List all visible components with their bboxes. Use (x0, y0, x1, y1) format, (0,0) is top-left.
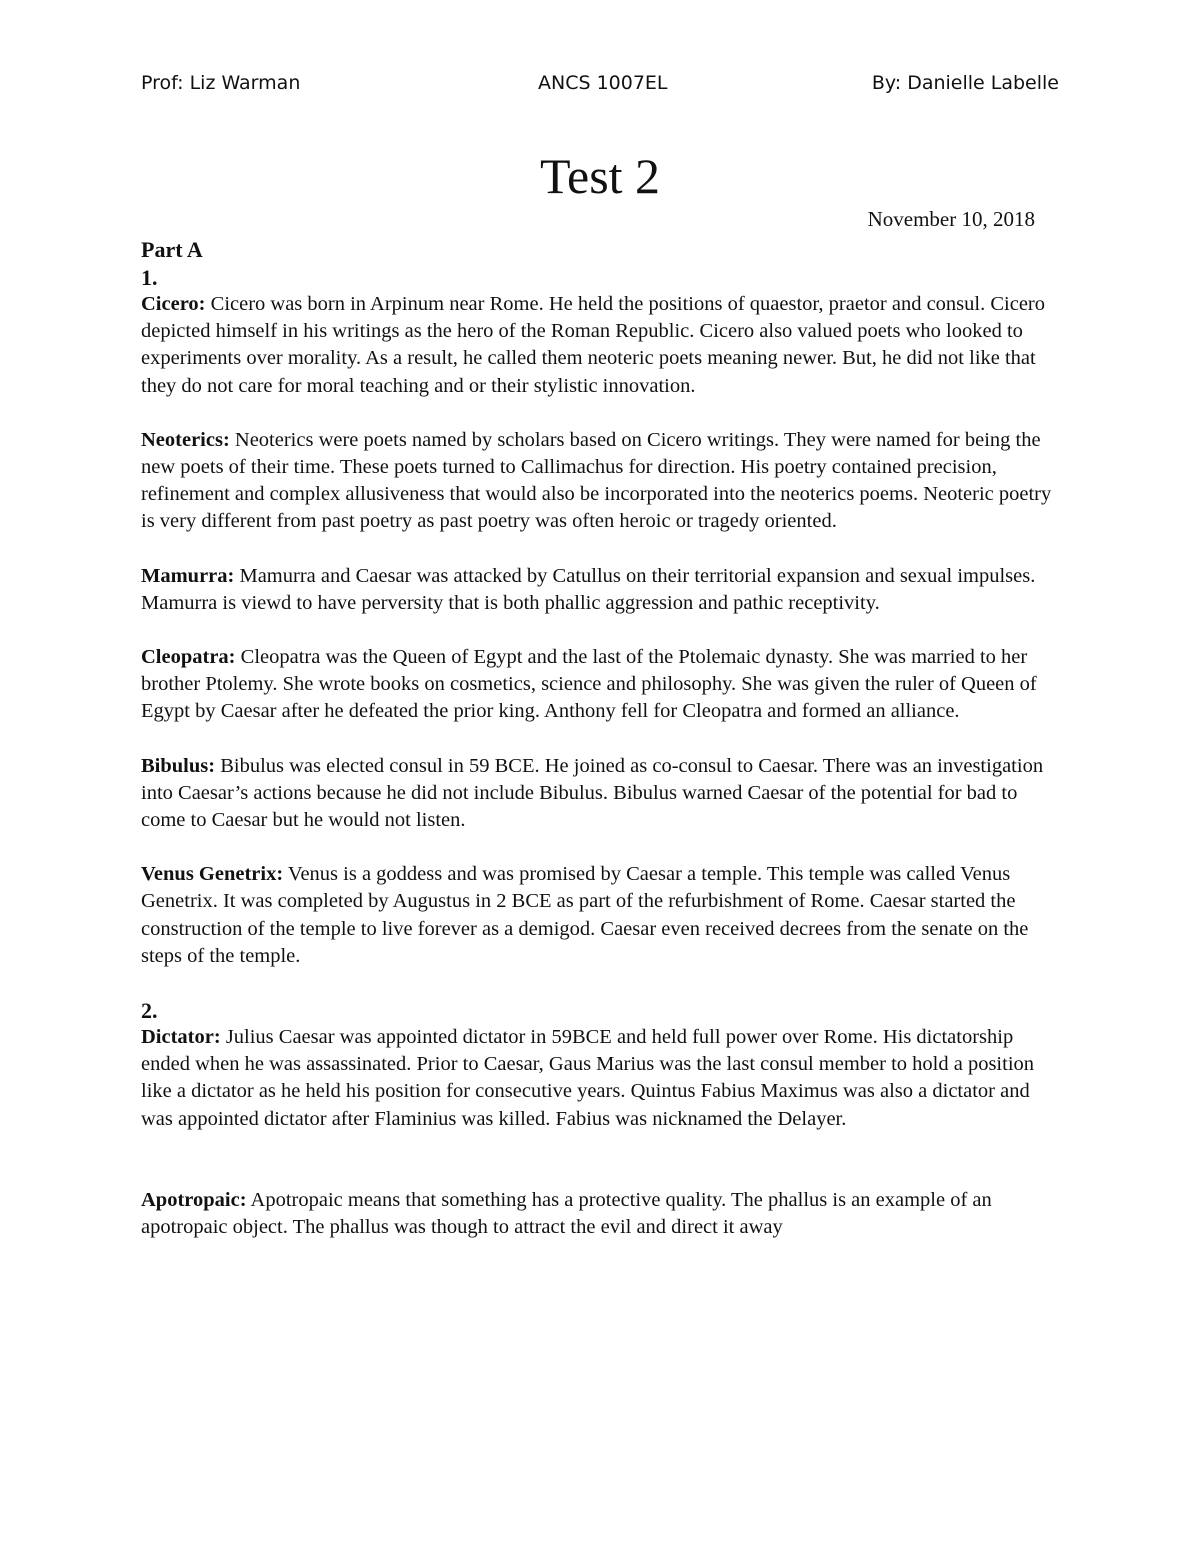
entry-text: Cleopatra was the Queen of Egypt and the last of the Ptolemaic dynasty. She was married to her brother Ptolemy. She wrote books on cosmetics, science and philosophy. She was given the ruler of Queen of Egypt by Caesar after he defeated the prior king. Anthony fell for Cleopatra and formed an alliance. (141, 646, 1037, 723)
entry-text: Venus is a goddess and was promised by Caesar a temple. This temple was called Venus Genetrix. It was completed by Augustus in 2 BCE as part of the refurbishment of Rome. Caesar started the construction of the temple to live forever as a demigod. Caesar even received decrees from the senate on the steps of the temple. (141, 863, 1029, 967)
entry-text: Julius Caesar was appointed dictator in 59BCE and held full power over Rome. His dictatorship ended when he was assassinated. Prior to Caesar, Gaus Marius was the last consul member to hold a position like a dictator as he held his position for consecutive years. Quintus Fabius Maximus was also a dictator and was appointed dictator after Flaminius was killed. Fabius was nicknamed the Delayer. (141, 1026, 1035, 1130)
entry-term: Cleopatra: (141, 646, 236, 669)
entry-bibulus (141, 753, 1061, 835)
section-2-number: 2. (141, 998, 158, 1024)
entry-term: Bibulus: (141, 754, 216, 777)
entry-term: Neoterics: (141, 428, 230, 451)
entry-term: Mamurra: (141, 564, 235, 587)
entry-text: Cicero was born in Arpinum near Rome. He held the positions of quaestor, praetor and consul. Cicero depicted himself in his writings as the hero of the Roman Republic. Cicero also valued poets who looked to experiments over morality. As a result, he called them neoteric poets meaning newer. But, he did not like that they do not care for moral teaching and or their stylistic innovation. (141, 293, 1045, 397)
entry-text: Mamurra and Caesar was attacked by Catullus on their territorial expansion and sexual impulses. Mamurra is viewd to have perversity that is both phallic aggression and pathic receptivity. (141, 564, 1036, 614)
document-title: Test 2 (539, 148, 661, 204)
entry-term: Venus Genetrix: (141, 863, 284, 886)
entry-cicero (141, 291, 1061, 400)
part-a-heading: Part A (141, 237, 203, 262)
document-date: November 10, 2018 (867, 207, 1035, 231)
entry-venus-genetrix (141, 861, 1061, 970)
entry-mamurra (141, 563, 1061, 617)
entry-term: Apotropaic: (141, 1188, 247, 1211)
entry-term: Dictator: (141, 1026, 221, 1049)
entry-dictator (141, 1024, 1061, 1133)
entry-text: Apotropaic means that something has a protective quality. The phallus is an example of an apotropaic object. The phallus was though to attract the evil and direct it away (141, 1188, 992, 1239)
document-body (141, 236, 1061, 1268)
entry-cleopatra (141, 644, 1061, 726)
header-author: By: Danielle Labelle (871, 72, 1059, 94)
entry-apotropaic (141, 1187, 1061, 1241)
header-course-code: ANCS 1007EL (538, 72, 668, 94)
entry-text: Bibulus was elected consul in 59 BCE. He joined as co-consul to Caesar. There was an investigation into Caesar’s actions because he did not include Bibulus. Bibulus warned Caesar of the potential for bad to come to Caesar but he would not listen. (141, 754, 1044, 832)
entry-text: Neoterics were poets named by scholars based on Cicero writings. They were named for being the new poets of their time. These poets turned to Callimachus for direction. His poetry contained precision, refinement and complex allusiveness that would also be incorporated into the neoterics poems. Neoteric poetry is very different from past poetry as past poetry was often heroic or tragedy oriented. (141, 428, 1052, 533)
header-professor: Prof: Liz Warman (141, 72, 301, 94)
entry-term: Cicero: (141, 293, 206, 315)
section-1-number: 1. (141, 265, 158, 290)
entry-neoterics (141, 427, 1061, 536)
